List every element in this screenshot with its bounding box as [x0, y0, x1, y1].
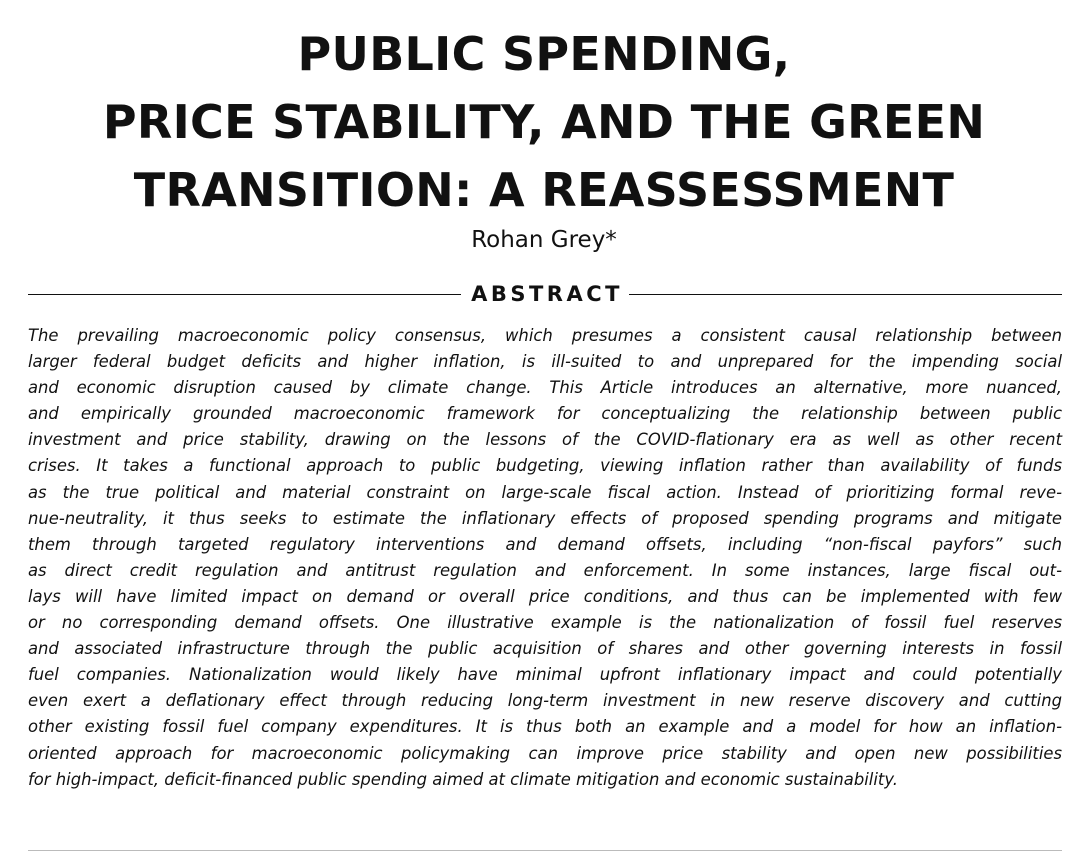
abstract-line: investment and price stability, drawing on the lessons of the COVID-flationary era as well as other recent [28, 430, 1062, 450]
abstract-line: oriented approach for macroeconomic policymaking can improve price stability and open new possibilities [28, 743, 1062, 763]
abstract-text [28, 323, 1062, 793]
abstract-line: them through targeted regulatory interventions and demand offsets, including “non-fiscal payfors” such [28, 534, 1062, 554]
abstract-heading: ABSTRACT [471, 282, 623, 306]
abstract-line: nue-neutrality, it thus seeks to estimate the inflationary effects of proposed spending programs and mitigate [28, 508, 1062, 528]
author-name: Rohan Grey* [471, 227, 617, 253]
abstract-line: lays will have limited impact on demand or overall price conditions, and thus can be implemented with few [28, 586, 1062, 606]
abstract-line: The prevailing macroeconomic policy consensus, which presumes a consistent causal relationship between [28, 326, 1062, 345]
abstract-line: as the true political and material constraint on large-scale fiscal action. Instead of prioritizing formal reve- [28, 482, 1062, 502]
abstract-line: as direct credit regulation and antitrust regulation and enforcement. In some instances, large fiscal out- [28, 560, 1062, 580]
abstract-line: crises. It takes a functional approach to public budgeting, viewing inflation rather than availability of funds [28, 456, 1062, 476]
title-line-1: PUBLIC SPENDING, [297, 27, 791, 81]
abstract-line: and empirically grounded macroeconomic framework for conceptualizing the relationship between public [28, 404, 1062, 424]
abstract-line: larger federal budget deficits and higher inflation, is ill-suited to and unprepared for the impending social [28, 352, 1062, 372]
title-line-3: TRANSITION: A REASSESSMENT [133, 163, 955, 217]
abstract-line: or no corresponding demand offsets. One illustrative example is the nationalization of fossil fuel reserves [28, 613, 1062, 633]
title-line-2: PRICE STABILITY, AND THE GREEN [102, 95, 986, 149]
abstract-line: even exert a deflationary effect through reducing long-term investment in new reserve discovery and cutting [28, 691, 1062, 711]
article-title [0, 20, 1088, 224]
abstract-line: fuel companies. Nationalization would likely have minimal upfront inflationary impact and could potentially [28, 665, 1062, 685]
abstract-line: and economic disruption caused by climate change. This Article introduces an alternative, more nuanced, [28, 378, 1062, 398]
abstract-line: for high-impact, deficit-financed public spending aimed at climate mitigation and economic sustainability. [28, 769, 898, 789]
abstract-heading-row [28, 279, 1062, 309]
abstract-rule-right [629, 294, 1062, 295]
abstract-rule-left [28, 294, 461, 295]
abstract-line: and associated infrastructure through the public acquisition of shares and other governing interests in fossil [28, 639, 1062, 659]
bottom-divider [28, 850, 1062, 851]
abstract-line: other existing fossil fuel company expenditures. It is thus both an example and a model for how an inflation- [28, 717, 1062, 737]
